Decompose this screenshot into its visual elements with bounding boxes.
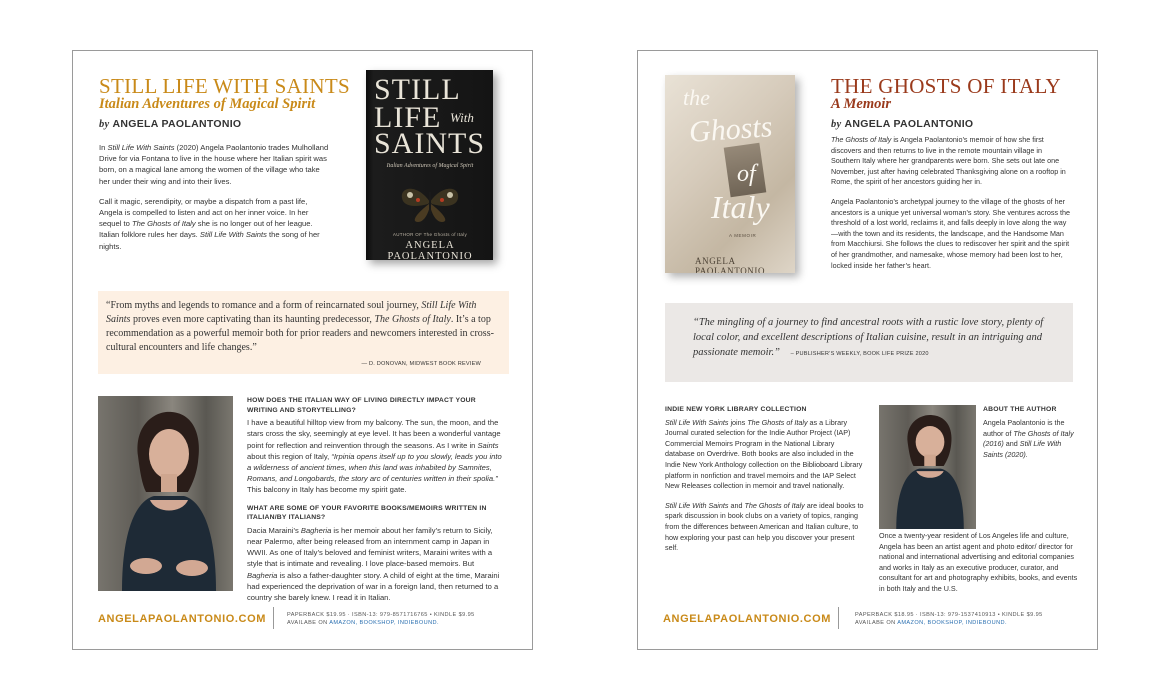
review-quote: “The mingling of a journey to find ancestral roots with a rustic love story, plenty of local color, and excellent descriptions of Italian cuisine, result in an intriguing and passionate memoir.” (693, 317, 1044, 358)
price-isbn: PAPERBACK $18.95 · ISBN-13: 979-1537410913 • KINDLE $9.95 (855, 612, 1043, 618)
cover-word: Italy (711, 189, 770, 225)
purchase-info (855, 611, 1095, 627)
cover-memoir: A MEMOIR (729, 233, 757, 238)
cover-word: the (683, 85, 710, 110)
author-portrait-icon (98, 396, 233, 591)
answer-text: I have a beautiful hilltop view from my balcony. The sun, the moon, and the stars cross the sky, seemingly at eye level. It has been a wonderful vantage point for reflection and reinvention through the seasons. As I write in Saints about this region of Italy, “Irpinia opens itself up to you slowly, leads you into a wilderness of ancient times, when this land was inhabited by Samnites, Romans, and Longobards, the story arc of centuries written in their spolia.” This balcony in Italy has become my spirit gate. (247, 418, 502, 495)
review-quote: “From myths and legends to romance and a form of reincarnated soul journey, Still Life With Saints proves even more captivating than its haunting predecessor, The Ghosts of Italy. It’s a top recommendation as a powerful memoir both for prior readers and newcomers interested in cross-cultural encounters and life changes.” (106, 300, 494, 353)
book-title: THE GHOSTS OF ITALY (831, 74, 1061, 98)
review-quote-box (98, 291, 509, 374)
website-link[interactable]: ANGELAPAOLANTONIO.COM (663, 613, 832, 625)
flyer-the-ghosts-of-italy (637, 50, 1098, 650)
review-source: – PUBLISHER’S WEEKLY, BOOK LIFE PRIZE 2020 (790, 351, 929, 357)
review-quote-box (665, 303, 1073, 382)
description-paragraph: In Still Life With Saints (2020) Angela Paolantonio trades Mulholland Drive for via Fontana to live in the house where her Italian spirit was born, on a magical lane among the women of the village who take her under their wing and into their lives. (99, 143, 329, 186)
by-label: by (99, 119, 110, 130)
question-heading: HOW DOES THE ITALIAN WAY OF LIVING DIRECTLY IMPACT YOUR WRITING AND STORYTELLING? (247, 397, 476, 414)
library-paragraph: Still Life With Saints joins The Ghosts of Italy as a Library Journal curated selection for the Indie Author Project (IAP) Commercial Memoirs Program in the National Library database on Overdrive. Both books are also included in the Indie New York Anthology collection on the Biblioboard Library platform in nonfiction and travel memoirs and the IAP Select New Releases collection in memoir and travel nationally. (665, 417, 863, 491)
answer-text: Dacia Maraini’s Bagheria is her memoir about her family’s return to Sicily, near Palermo, after being released from an internment camp in Japan in WWII. As one of Italy’s beloved and feminist writers, Maraini writes with a style that is intimate and revealing. I love place-based memoirs. But Bagheria is also a father-daughter story. A child of eight at the time, Maraini had experienced the deprivation of war in a foreign land, then returned to a country she barely knew. I read it in Italian. (247, 525, 500, 603)
review-source: — D. DONOVAN, MIDWEST BOOK REVIEW (361, 361, 481, 367)
retailer-links[interactable]: AMAZON, BOOKSHOP, INDIEBOUND. (897, 620, 1007, 626)
description-paragraph: Angela Paolantonio’s archetypal journey to the village of the ghosts of her ancestors is a unique yet universal woman’s story. She ventures across the threshold of a lost world, reclaims it, and falls deeply in love along the way—with the town and its residents, the landscape, and the Handsome Man from Macchiursi. She follows the clues to rediscover her spirit and the spirit of her grandmother, and namesake, whose memory had been lost to her, locked inside her father’s heart. (831, 196, 1071, 270)
about-text: Once a twenty-year resident of Los Angeles life and culture, Angela has been an artist agent and photo editor/ director for national and international advertising and editorial companies and works in Italy as an executive producer, curator, and consultant for art and photography exhibits, books, and events in both Italy and the U.S. (879, 531, 1078, 593)
section-heading: INDIE NEW YORK LIBRARY COLLECTION (665, 406, 807, 413)
description-paragraph: Call it magic, serendipity, or maybe a dispatch from a past life, Angela is compelled to listen and act on her inner voice. In her sequel to The Ghosts of Italy she is no longer out of her league. Italian folklore rules her days. Still Life With Saints the song of her nights. (99, 196, 320, 251)
book-cover-the-ghosts-of-italy (665, 75, 795, 273)
author-portrait-icon (879, 405, 976, 529)
question-heading: WHAT ARE SOME OF YOUR FAVORITE BOOKS/MEMOIRS WRITTEN IN ITALIAN/BY ITALIANS? (247, 504, 487, 522)
book-cover-still-life-with-saints (366, 70, 493, 260)
author-photo (98, 396, 233, 591)
description-paragraph: The Ghosts of Italy is Angela Paolantonio’s memoir of how she first discovers and then returns to live in the remote mountain village in Southern Italy where her grandparents were born. She sets out late one November, just after having celebrated Thanksgiving alone on a rooftop in Rome, the spirit of her ancestors guiding her in. (831, 135, 1066, 187)
cover-word: Ghosts (687, 110, 774, 149)
cover-tagline: Italian Adventures of Magical Spirit (386, 163, 474, 169)
book-subtitle: Italian Adventures of Magical Spirit (99, 96, 316, 112)
flyer-still-life-with-saints (72, 50, 533, 650)
availability: AVAILABE ON AMAZON, BOOKSHOP, INDIEBOUND. (287, 620, 439, 626)
purchase-info (287, 611, 527, 627)
cover-title-line: LIFE (374, 101, 442, 134)
footer-divider (838, 607, 839, 629)
library-text (665, 418, 865, 554)
library-paragraph: Still Life With Saints and The Ghosts of Italy are ideal books to spark discussion in book clubs on a variety of topics, ranging from the differences between American and Italian culture, to how exploring your past can help you discover your present self. (665, 500, 864, 553)
byline (99, 118, 241, 130)
cover-title-line: SAINTS (374, 127, 486, 160)
retailer-links[interactable]: AMAZON, BOOKSHOP, INDIEBOUND. (329, 620, 439, 626)
section-heading: ABOUT THE AUTHOR (983, 406, 1057, 413)
library-section (665, 405, 865, 563)
byline (831, 118, 973, 130)
book-description (831, 135, 1071, 280)
website-link[interactable]: ANGELAPAOLANTONIO.COM (98, 613, 267, 625)
butterfly-icon (394, 178, 466, 226)
availability: AVAILABE ON AMAZON, BOOKSHOP, INDIEBOUND. (855, 620, 1007, 626)
cover-author: ANGELA PAOLANTONIO (695, 256, 766, 273)
book-description (99, 142, 331, 261)
author-name: ANGELA PAOLANTONIO (844, 118, 974, 130)
about-section (983, 405, 1083, 415)
cover-word: of (737, 161, 756, 187)
book-subtitle: A Memoir (831, 96, 892, 112)
footer-divider (273, 607, 274, 629)
cover-with: With (450, 110, 474, 125)
cover-title-line: STILL (374, 73, 461, 106)
author-photo (879, 405, 976, 529)
qa-section (247, 396, 505, 603)
book-title: STILL LIFE WITH SAINTS (99, 74, 350, 98)
author-name: ANGELA PAOLANTONIO (112, 118, 242, 130)
about-text-column: Angela Paolantonio is the author of The Ghosts of Italy (2016) and Still Life With Saints (2020). (983, 418, 1074, 459)
cover-small-text: AUTHOR OF The Ghosts of Italy (392, 232, 468, 237)
cover-author: ANGELA PAOLANTONIO (387, 240, 473, 260)
by-label: by (831, 119, 842, 130)
price-isbn: PAPERBACK $19.95 · ISBN-13: 979-8571716765 • KINDLE $9.95 (287, 612, 475, 618)
